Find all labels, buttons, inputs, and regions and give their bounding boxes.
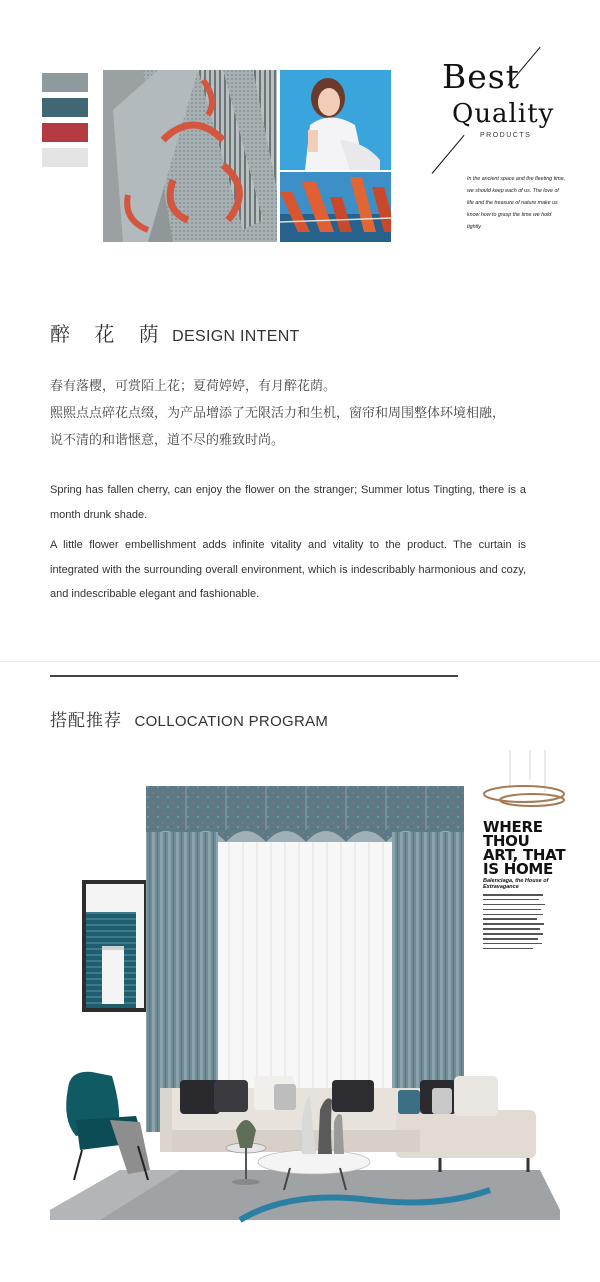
intent-zh-line-1: 春有落樱，可赏陌上花；夏荷婷婷，有月醉花荫。: [50, 379, 337, 394]
home-poster: [483, 820, 573, 980]
pendant-lamp: [484, 750, 564, 806]
best-heading: Best: [442, 57, 520, 96]
decor-line-bottom: [432, 135, 465, 174]
poster-title-line-4: IS HOME: [483, 860, 553, 878]
collocation-title: [50, 706, 328, 731]
color-swatch-teal: [42, 98, 88, 117]
poster-title-line-2: THOU: [483, 832, 530, 850]
color-swatch-red: [42, 123, 88, 142]
best-quality-text: In the ancient space and the fleeting time, we should keep each of us. The love of life and the treasure of nature make us know how to grasp the time we hold tightly.: [467, 176, 566, 230]
products-label: PRODUCTS: [480, 132, 532, 139]
best-quality-block: [430, 45, 570, 235]
poster-body-text: [483, 894, 573, 949]
quality-heading: Quality: [452, 99, 555, 129]
color-swatch-light: [42, 148, 88, 167]
poster-title-line-1: WHERE: [483, 818, 543, 836]
section-divider: [0, 661, 600, 662]
teal-armchair: [66, 1072, 150, 1180]
fabric-photo: [103, 70, 277, 242]
collocation-title-zh: 搭配推荐: [50, 711, 122, 731]
color-swatch-gray: [42, 73, 88, 92]
design-intent-title: [50, 318, 300, 347]
wall-art-frame: [82, 880, 148, 1012]
poster-subtitle: Balenciaga, the House of Extravagance: [483, 878, 549, 890]
intent-zh-line-2: 熙熙点点碎花点缀，为产品增添了无限活力和生机，窗帘和周围整体环境相融，: [50, 406, 506, 421]
design-intent-title-en: DESIGN INTENT: [172, 328, 300, 345]
moodboard: [0, 0, 600, 270]
intent-zh-line-3: 说不清的和谐惬意，道不尽的雅致时尚。: [50, 433, 285, 448]
model-photo: [280, 70, 391, 170]
collocation-title-en: COLLOCATION PROGRAM: [134, 713, 329, 730]
section-rule: [50, 675, 458, 677]
bridge-photo: [280, 172, 391, 242]
design-intent-title-zh: 醉 花 荫: [50, 322, 168, 346]
intent-en-paragraph-1: Spring has fallen cherry, can enjoy the flower on the stranger; Summer lotus Tingting, there is a month drunk shade.: [50, 484, 526, 521]
intent-en-paragraph-2: A little flower embellishment adds infinite vitality and vitality to the product. The curtain is integrated with the surrounding overall environment, which is indescribably harmonious and cozy, and indescribable elegant and fashionable.: [50, 539, 526, 600]
poster-title-line-3: ART, THAT: [483, 846, 566, 864]
